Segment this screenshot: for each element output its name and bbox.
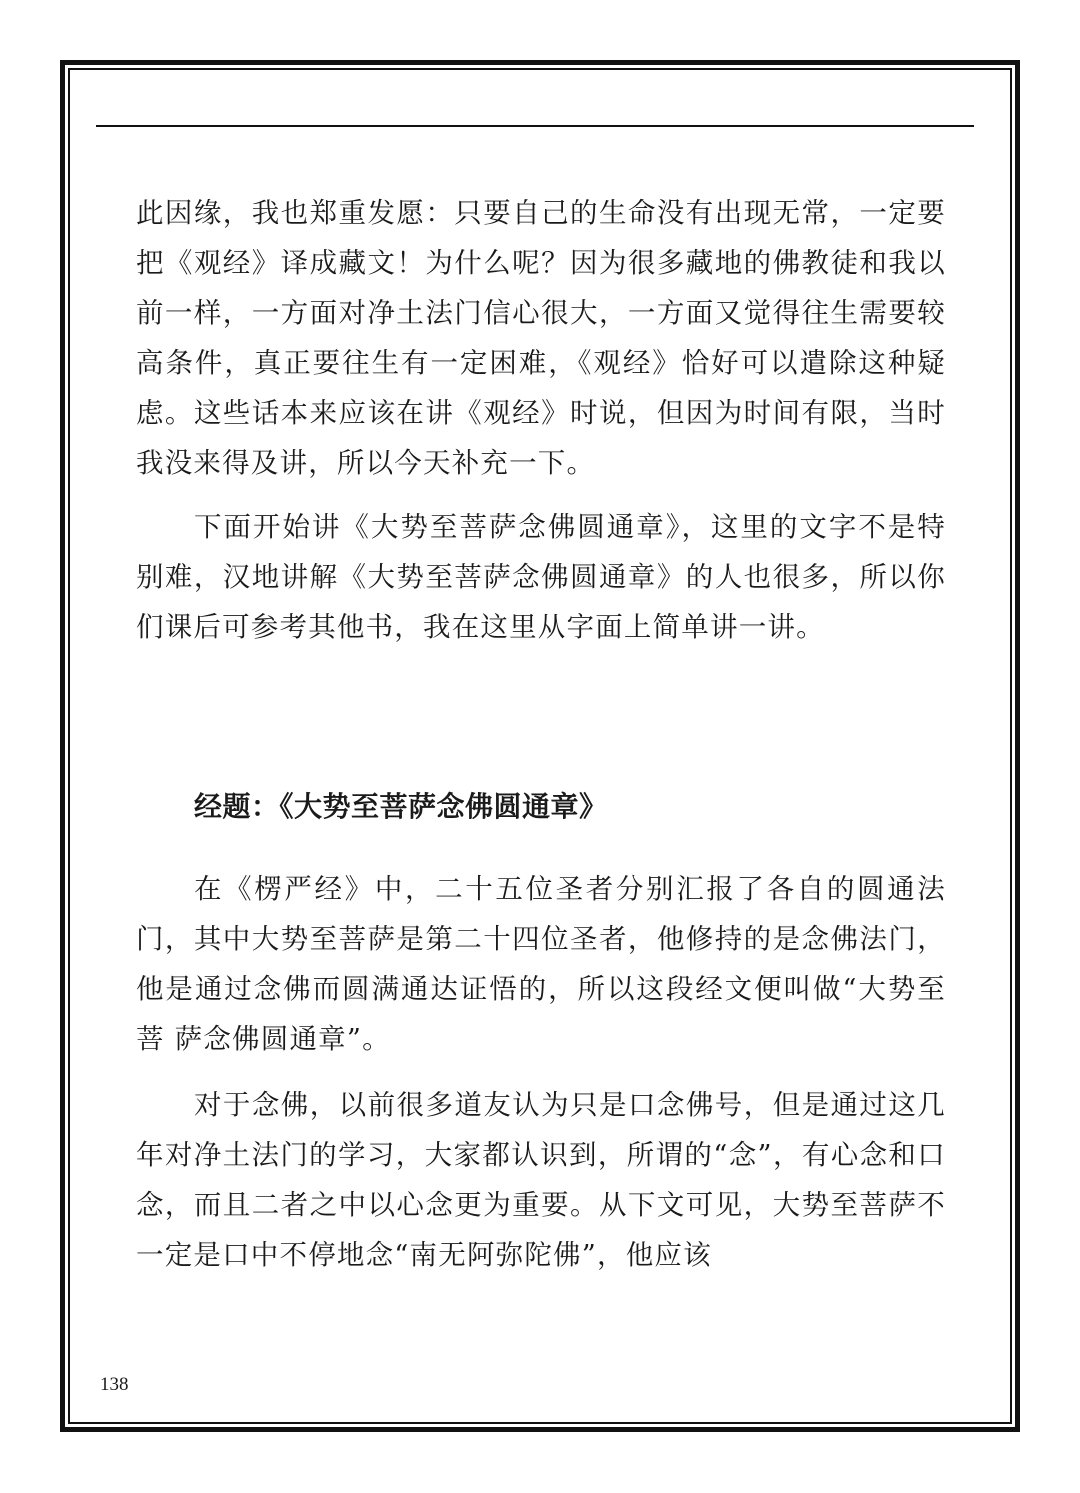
page-number: 138: [100, 1374, 129, 1395]
paragraph-2: 下面开始讲《大势至菩萨念佛圆通章》，这里的文字不是特别难，汉地讲解《大势至菩萨念佛圆通章》的人也很多，所以你们课后可参考其他书，我在这里从字面上简单讲一讲。: [136, 511, 946, 643]
header-rule: [96, 125, 974, 127]
section-heading: 经题：《大势至菩萨念佛圆通章》: [194, 790, 608, 823]
paragraph-3: 在《楞严经》中，二十五位圣者分别汇报了各自的圆通法门，其中大势至菩萨是第二十四位圣者，他修持的是念佛法门，他是通过念佛而圆满通达证悟的，所以这段经文便叫做“大势至菩 萨念佛圆通章”。: [136, 873, 946, 1055]
paragraph-1: 此因缘，我也郑重发愿：只要自己的生命没有出现无常，一定要把《观经》译成藏文！为什么呢？因为很多藏地的佛教徒和我以前一样，一方面对净土法门信心很大，一方面又觉得往生需要较高条件，真正要往生有一定困难，《观经》恰好可以遣除这种疑虑。这些话本来应该在讲《观经》时说，但因为时间有限，当时我没来得及讲，所以今天补充一下。: [136, 197, 946, 479]
paragraph-4: 对于念佛，以前很多道友认为只是口念佛号，但是通过这几年对净土法门的学习，大家都认识到，所谓的“念”，有心念和口念，而且二者之中以心念更为重要。从下文可见，大势至菩萨不一定是口中不停地念“南无阿弥陀佛”，他应该: [136, 1089, 946, 1271]
